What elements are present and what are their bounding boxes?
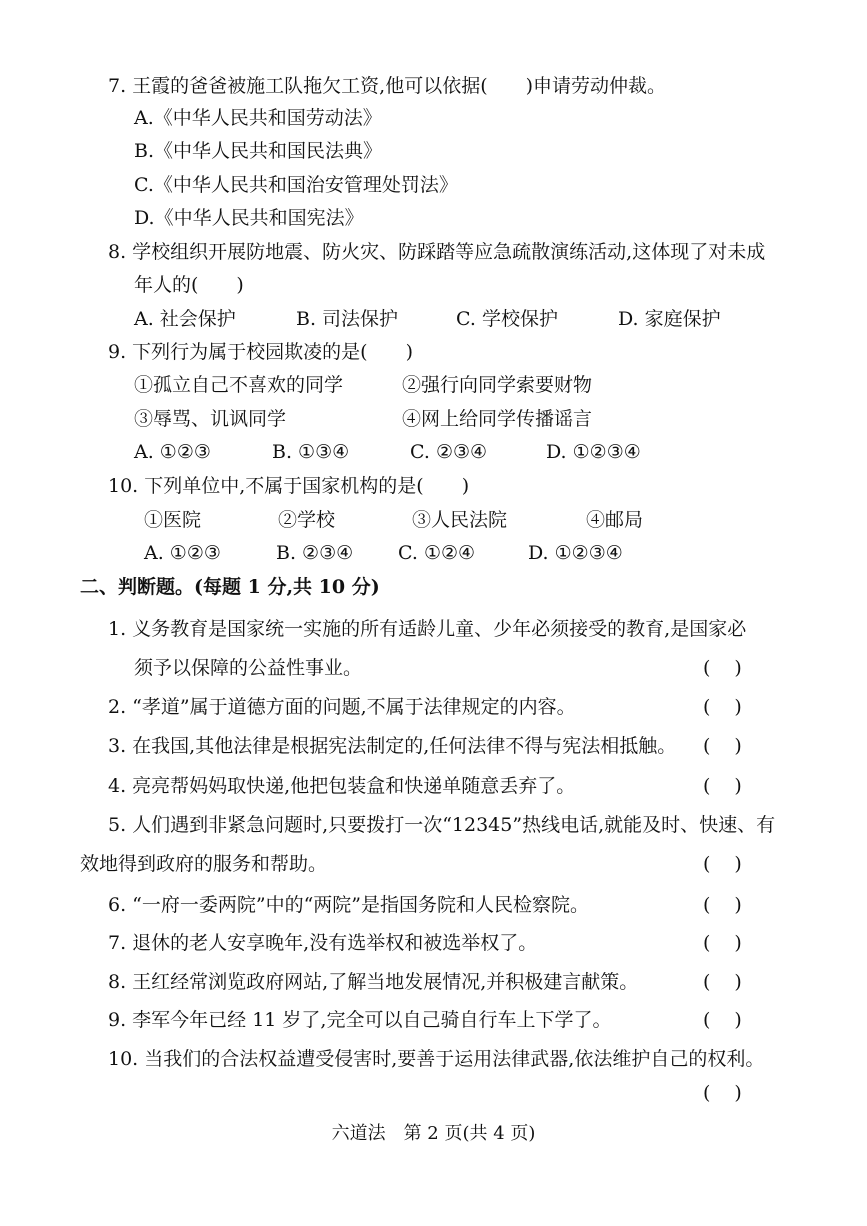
question-7-option-b: B.《中华人民共和国民法典》 xyxy=(134,140,383,162)
question-10-option-a: A. ①②③ xyxy=(144,542,221,564)
question-7-stem: 7. 王霞的爸爸被施工队拖欠工资,他可以依据( )申请劳动仲裁。 xyxy=(108,75,667,97)
question-10-item-3: ③人民法院 xyxy=(412,509,508,531)
question-7-option-c: C.《中华人民共和国治安管理处罚法》 xyxy=(134,174,458,196)
question-9-option-b: B. ①③④ xyxy=(272,441,350,463)
tf-answer-paren-4[interactable]: () xyxy=(703,775,766,797)
question-8-option-c: C. 学校保护 xyxy=(456,308,558,330)
question-8-option-a: A. 社会保护 xyxy=(134,308,236,330)
tf-answer-paren-7[interactable]: () xyxy=(703,932,766,954)
question-10-options xyxy=(0,541,867,565)
tf-answer-paren-8[interactable]: () xyxy=(703,971,766,993)
question-10-stem: 10. 下列单位中,不属于国家机构的是( ) xyxy=(108,475,470,497)
question-9-option-c: C. ②③④ xyxy=(410,441,488,463)
tf-question-6: 6. “一府一委两院”中的“两院”是指国务院和人民检察院。 xyxy=(108,894,590,916)
question-8-stem-line1: 8. 学校组织开展防地震、防火灾、防踩踏等应急疏散演练活动,这体现了对未成 xyxy=(108,241,766,263)
question-8-option-b: B. 司法保护 xyxy=(296,308,399,330)
question-9-item-3: ③辱骂、讥讽同学 xyxy=(134,408,287,430)
tf-question-5-line2: 效地得到政府的服务和帮助。 xyxy=(80,853,328,875)
question-8-options xyxy=(0,307,867,331)
question-8-option-d: D. 家庭保护 xyxy=(618,308,721,330)
question-9-item-1: ①孤立自己不喜欢的同学 xyxy=(134,374,344,396)
question-10-option-c: C. ①②④ xyxy=(398,542,476,564)
question-10-item-1: ①医院 xyxy=(144,509,202,531)
question-10-option-d: D. ①②③④ xyxy=(528,542,623,564)
question-9-item-4: ④网上给同学传播谣言 xyxy=(402,408,593,430)
tf-question-1-line1: 1. 义务教育是国家统一实施的所有适龄儿童、少年必须接受的教育,是国家必 xyxy=(108,618,747,640)
question-9-items-row1 xyxy=(0,373,867,397)
question-9-item-2: ②强行向同学索要财物 xyxy=(402,374,593,396)
question-7-option-a: A.《中华人民共和国劳动法》 xyxy=(134,107,382,129)
question-9-stem: 9. 下列行为属于校园欺凌的是( ) xyxy=(108,341,413,363)
tf-answer-paren-3[interactable]: () xyxy=(703,735,766,757)
tf-question-9: 9. 李军今年已经 11 岁了,完全可以自己骑自行车上下学了。 xyxy=(108,1009,612,1031)
tf-answer-paren-6[interactable]: () xyxy=(703,894,766,916)
tf-question-3: 3. 在我国,其他法律是根据宪法制定的,任何法律不得与宪法相抵触。 xyxy=(108,735,677,757)
tf-question-1-line2: 须予以保障的公益性事业。 xyxy=(134,657,363,679)
tf-question-4: 4. 亮亮帮妈妈取快递,他把包装盒和快递单随意丢弃了。 xyxy=(108,775,576,797)
question-9-option-a: A. ①②③ xyxy=(134,441,211,463)
tf-answer-paren-2[interactable]: () xyxy=(703,696,766,718)
question-9-option-d: D. ①②③④ xyxy=(546,441,641,463)
tf-answer-paren-5[interactable]: () xyxy=(703,853,766,875)
question-10-items xyxy=(0,508,867,532)
question-10-item-2: ②学校 xyxy=(278,509,336,531)
tf-question-2: 2. “孝道”属于道德方面的问题,不属于法律规定的内容。 xyxy=(108,696,576,718)
question-9-options xyxy=(0,440,867,464)
page-footer: 六道法 第 2 页(共 4 页) xyxy=(331,1123,536,1144)
question-8-stem-line2: 年人的( ) xyxy=(134,274,244,296)
tf-question-10: 10. 当我们的合法权益遭受侵害时,要善于运用法律武器,依法维护自己的权利。 xyxy=(108,1048,765,1070)
tf-answer-paren-1[interactable]: () xyxy=(703,657,766,679)
question-9-items-row2 xyxy=(0,407,867,431)
tf-question-5-line1: 5. 人们遇到非紧急问题时,只要拨打一次“12345”热线电话,就能及时、快速、有 xyxy=(108,814,776,836)
question-10-option-b: B. ②③④ xyxy=(276,542,354,564)
tf-answer-paren-10[interactable]: () xyxy=(703,1082,766,1104)
question-7-option-d: D.《中华人民共和国宪法》 xyxy=(134,207,364,229)
tf-answer-paren-9[interactable]: () xyxy=(703,1009,766,1031)
tf-question-8: 8. 王红经常浏览政府网站,了解当地发展情况,并积极建言献策。 xyxy=(108,971,639,993)
tf-question-7: 7. 退休的老人安享晚年,没有选举权和被选举权了。 xyxy=(108,932,538,954)
section-2-heading: 二、判断题。(每题 1 分,共 10 分) xyxy=(80,576,380,598)
question-10-item-4: ④邮局 xyxy=(586,509,644,531)
